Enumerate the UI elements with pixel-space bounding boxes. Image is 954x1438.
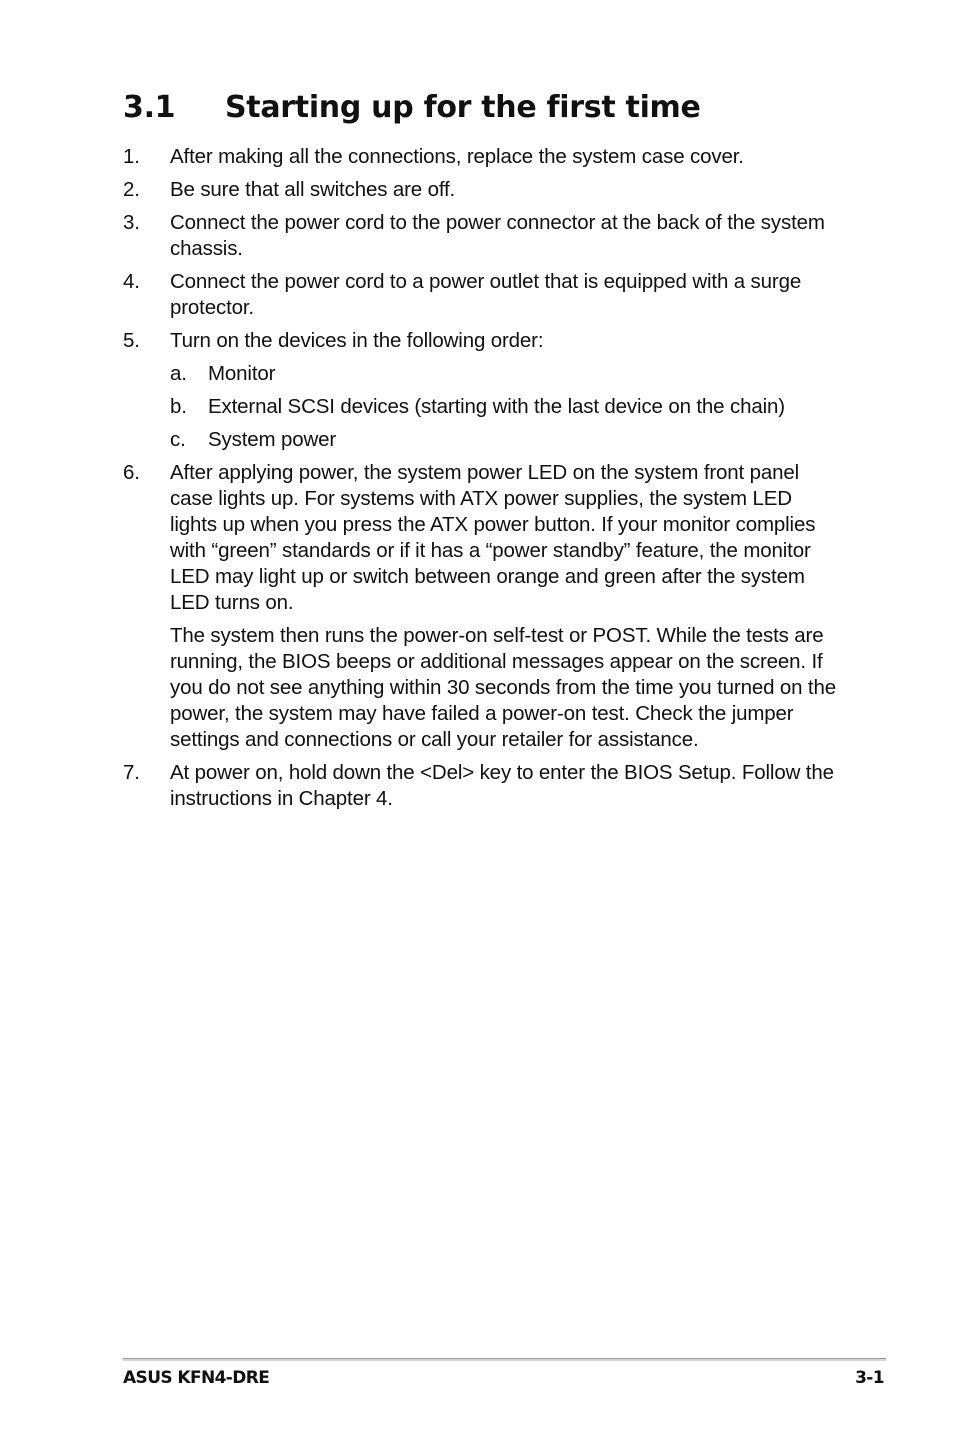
step-text: After making all the connections, replace the system case cover. — [170, 145, 744, 168]
step-text: Be sure that all switches are off. — [170, 178, 456, 201]
sub-list-item — [170, 394, 843, 420]
step-number: 7. — [123, 761, 140, 784]
section-number: 3.1 — [123, 90, 176, 125]
footer-page-number: 3-1 — [855, 1368, 884, 1388]
step-number: 3. — [123, 211, 140, 234]
sub-item-letter: c. — [170, 428, 186, 451]
section-title: Starting up for the first time — [225, 90, 701, 125]
list-item — [123, 177, 843, 203]
list-item — [123, 760, 843, 812]
page-title — [123, 86, 701, 130]
list-item — [123, 144, 843, 170]
step-number: 1. — [123, 145, 140, 168]
step-number: 5. — [123, 329, 140, 352]
list-item — [123, 210, 843, 262]
step-list — [123, 144, 843, 819]
list-item — [123, 269, 843, 321]
list-item — [123, 328, 843, 453]
sub-item-text: External SCSI devices (starting with the last device on the chain) — [208, 395, 785, 418]
list-item — [123, 460, 843, 753]
step-text: After applying power, the system power LED on the system front panel case lights up. For systems with ATX power supplies, the system LED lights up when you press the ATX power button. If your monitor complies with “green” standards or if it has a “power standby” feature, the monitor LED may light up or switch between orange and green after the system LED turns on. — [170, 461, 816, 614]
sub-item-letter: b. — [170, 395, 187, 418]
footer-product-name: ASUS KFN4-DRE — [123, 1368, 270, 1388]
footer-divider — [123, 1358, 886, 1361]
step-text: Connect the power cord to the power connector at the back of the system chassis. — [170, 211, 825, 260]
step-extra-paragraph: The system then runs the power-on self-test or POST. While the tests are running, the BIOS beeps or additional messages appear on the screen. If you do not see anything within 30 seconds from the time you turned on the power, the system may have failed a power-on test. Check the jumper settings and connections or call your retailer for assistance. — [170, 624, 836, 751]
step-number: 6. — [123, 461, 140, 484]
step-number: 2. — [123, 178, 140, 201]
step-text: At power on, hold down the <Del> key to enter the BIOS Setup. Follow the instructions in Chapter 4. — [170, 761, 834, 810]
step-number: 4. — [123, 270, 140, 293]
sub-item-text: Monitor — [208, 362, 276, 385]
sub-item-letter: a. — [170, 362, 187, 385]
sub-item-text: System power — [208, 428, 337, 451]
sub-list-item — [170, 361, 843, 387]
sub-list-item — [170, 427, 843, 453]
step-text: Turn on the devices in the following order: — [170, 329, 544, 352]
step-text: Connect the power cord to a power outlet that is equipped with a surge protector. — [170, 270, 802, 319]
